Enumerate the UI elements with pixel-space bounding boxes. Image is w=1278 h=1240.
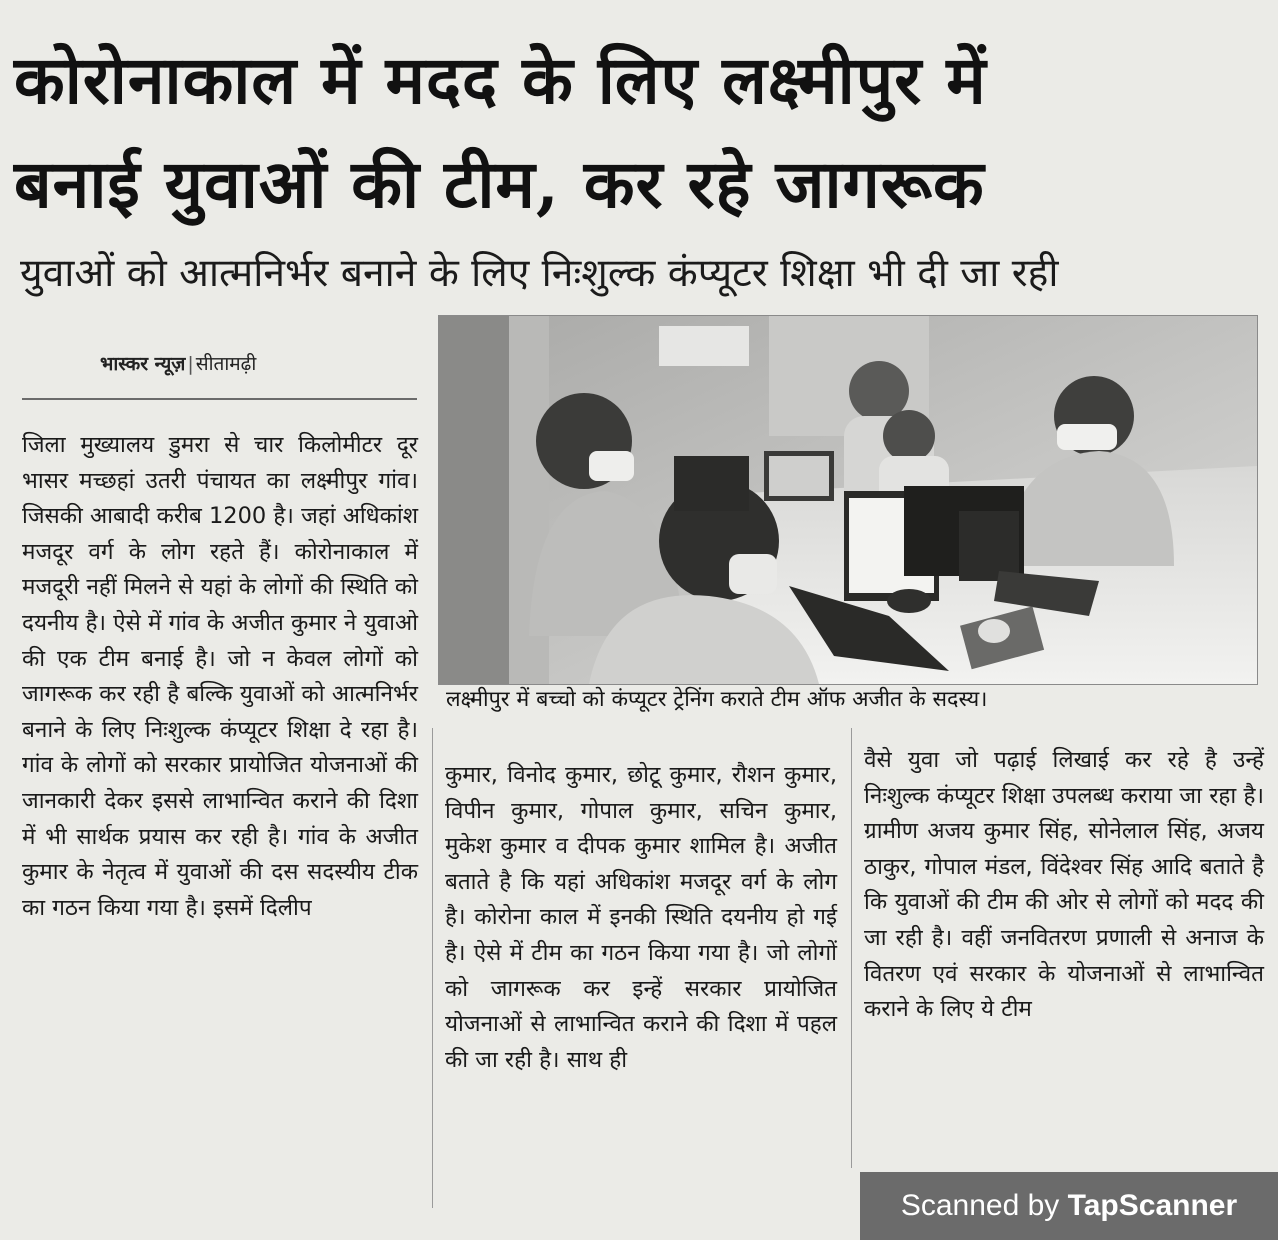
column-divider-2: [851, 728, 852, 1168]
headline: [14, 28, 1264, 236]
byline-source: भास्कर न्यूज़: [100, 353, 186, 375]
computer-training-photo: [439, 316, 1257, 684]
byline-rule: [22, 398, 417, 400]
headline-line-2: बनाई युवाओं की टीम, कर रहे जागरूक: [14, 145, 985, 223]
byline-place: सीतामढ़ी: [195, 353, 257, 375]
article-column-2: कुमार, विनोद कुमार, छोटू कुमार, रौशन कुमार, विपीन कुमार, गोपाल कुमार, सचिन कुमार, मुकेश कुमार व दीपक कुमार शामिल है। अजीत बताते है कि यहां अधिकांश मजदूर वर्ग के लोग है। कोरोना काल में इनकी स्थिति दयनीय हो गई है। ऐसे में टीम का गठन किया गया है। जो लोगों को जागरूक कर इन्हें सरकार प्रायोजित योजनाओं से लाभान्वित कराने की दिशा में पहल की जा रही है। साथ ही: [445, 762, 837, 1073]
scanner-watermark: [860, 1172, 1278, 1240]
watermark-prefix: Scanned by: [900, 1189, 1068, 1222]
article-column-1: जिला मुख्यालय डुमरा से चार किलोमीटर दूर भासर मच्छहां उतरी पंचायत का लक्ष्मीपुर गांव। जिसकी आबादी करीब 1200 है। जहां अधिकांश मजदूर वर्ग के लोग रहते हैं। कोरोनाकाल में मजदूरी नहीं मिलने से यहां के लोगों की स्थिति को दयनीय है। ऐसे में गांव के अजीत कुमार ने युवाओ की एक टीम बनाई है। जो न केवल लोगों को जागरूक कर रही है बल्कि युवाओं को आत्मनिर्भर बनाने के लिए निःशुल्क कंप्यूटर शिक्षा दे रहा है। गांव के लोगों को सरकार प्रायोजित योजनाओं की जानकारी देकर इससे लाभान्वित कराने की दिशा में भी सार्थक प्रयास कर रही है। गांव के अजीत कुमार के नेतृत्व में युवाओं की दस सदस्यीय टीक का गठन किया गया है। इसमें दिलीप: [22, 432, 418, 921]
byline: [100, 350, 256, 376]
photo-caption: लक्ष्मीपुर में बच्चो को कंप्यूटर ट्रेनिंग कराते टीम ऑफ अजीत के सदस्य।: [446, 687, 988, 712]
article-photo: [438, 315, 1258, 685]
byline-separator: |: [187, 353, 194, 375]
subheadline: युवाओं को आत्मनिर्भर बनाने के लिए निःशुल्क कंप्यूटर शिक्षा भी दी जा रही: [20, 251, 1059, 296]
watermark-brand: TapScanner: [1067, 1189, 1238, 1222]
column-divider-1: [432, 728, 433, 1208]
headline-line-1: कोरोनाकाल में मदद के लिए लक्ष्मीपुर में: [14, 41, 987, 119]
article-column-3: वैसे युवा जो पढ़ाई लिखाई कर रहे है उन्हें निःशुल्क कंप्यूटर शिक्षा उपलब्ध कराया जा रहा है। ग्रामीण अजय कुमार सिंह, सोनेलाल सिंह, अजय ठाकुर, गोपाल मंडल, विंदेश्वर सिंह आदि बताते है कि युवाओं की टीम की ओर से लोगों को मदद की जा रही है। वहीं जनवितरण प्रणाली से अनाज के वितरण एवं सरकार के योजनाओं से लाभान्वित कराने के लिए ये टीम: [864, 747, 1264, 1023]
